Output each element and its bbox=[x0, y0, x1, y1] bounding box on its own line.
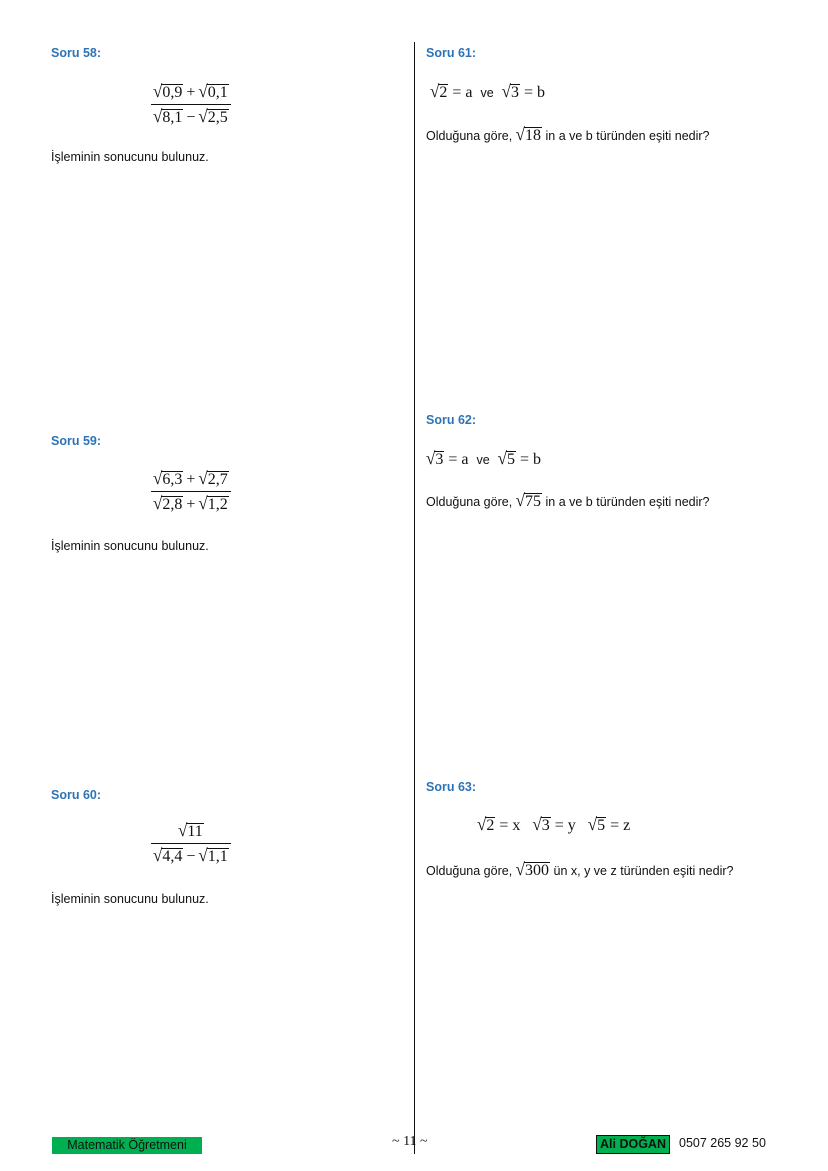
question-59-fraction: $\frac{√6,3 + √2,7}{√2,8 + √1,2}$ bbox=[151, 469, 231, 514]
q58-den-b: 2,5 bbox=[207, 109, 228, 126]
question-59-instruction: İşleminin sonucunu bulunuz. bbox=[51, 539, 209, 553]
question-61-title: Soru 61: bbox=[426, 46, 477, 60]
question-62-title: Soru 62: bbox=[426, 413, 477, 427]
q59-den-b: 1,2 bbox=[207, 496, 228, 513]
column-divider bbox=[414, 42, 415, 1154]
q60-den-a: 4,4 bbox=[162, 848, 183, 865]
q60-num-a: 11 bbox=[187, 823, 203, 840]
q58-num-a: 0,9 bbox=[162, 84, 183, 101]
question-59-title: Soru 59: bbox=[51, 434, 102, 448]
question-63-title: Soru 63: bbox=[426, 780, 477, 794]
question-58-title: Soru 58: bbox=[51, 46, 102, 60]
question-61-ask: Olduğuna göre, √18 in a ve b türünden eşiti nedir? bbox=[426, 124, 710, 145]
footer-role-label: Matematik Öğretmeni bbox=[52, 1137, 202, 1154]
question-58-fraction: $\frac{√0,9 + √0,1}{√8,1 - √2,5}$ bbox=[151, 82, 231, 127]
q59-den-a: 2,8 bbox=[162, 496, 183, 513]
question-62-ask: Olduğuna göre, √75 in a ve b türünden eşiti nedir? bbox=[426, 490, 710, 511]
q58-num-b: 0,1 bbox=[207, 84, 228, 101]
question-60-fraction: $\frac{√11}{√4,4 - √1,1}$ bbox=[151, 821, 231, 866]
q60-den-b: 1,1 bbox=[207, 848, 228, 865]
question-63-ask: Olduğuna göre, √300 ün x, y ve z türünden eşiti nedir? bbox=[426, 859, 734, 880]
question-58-instruction: İşleminin sonucunu bulunuz. bbox=[51, 150, 209, 164]
author-phone: 0507 265 92 50 bbox=[679, 1136, 766, 1150]
question-63-given: √2 = x √3 = y √5 = z bbox=[477, 814, 631, 835]
question-60-instruction: İşleminin sonucunu bulunuz. bbox=[51, 892, 209, 906]
question-60-title: Soru 60: bbox=[51, 788, 102, 802]
author-name: Ali DOĞAN bbox=[596, 1135, 670, 1154]
question-61-given: √2 = a ve √3 = b bbox=[430, 81, 546, 102]
q59-num-b: 2,7 bbox=[207, 471, 228, 488]
q59-num-a: 6,3 bbox=[162, 471, 183, 488]
page-number: ~ 11 ~ bbox=[392, 1134, 428, 1149]
q58-den-a: 8,1 bbox=[162, 109, 183, 126]
question-62-given: √3 = a ve √5 = b bbox=[426, 448, 542, 469]
